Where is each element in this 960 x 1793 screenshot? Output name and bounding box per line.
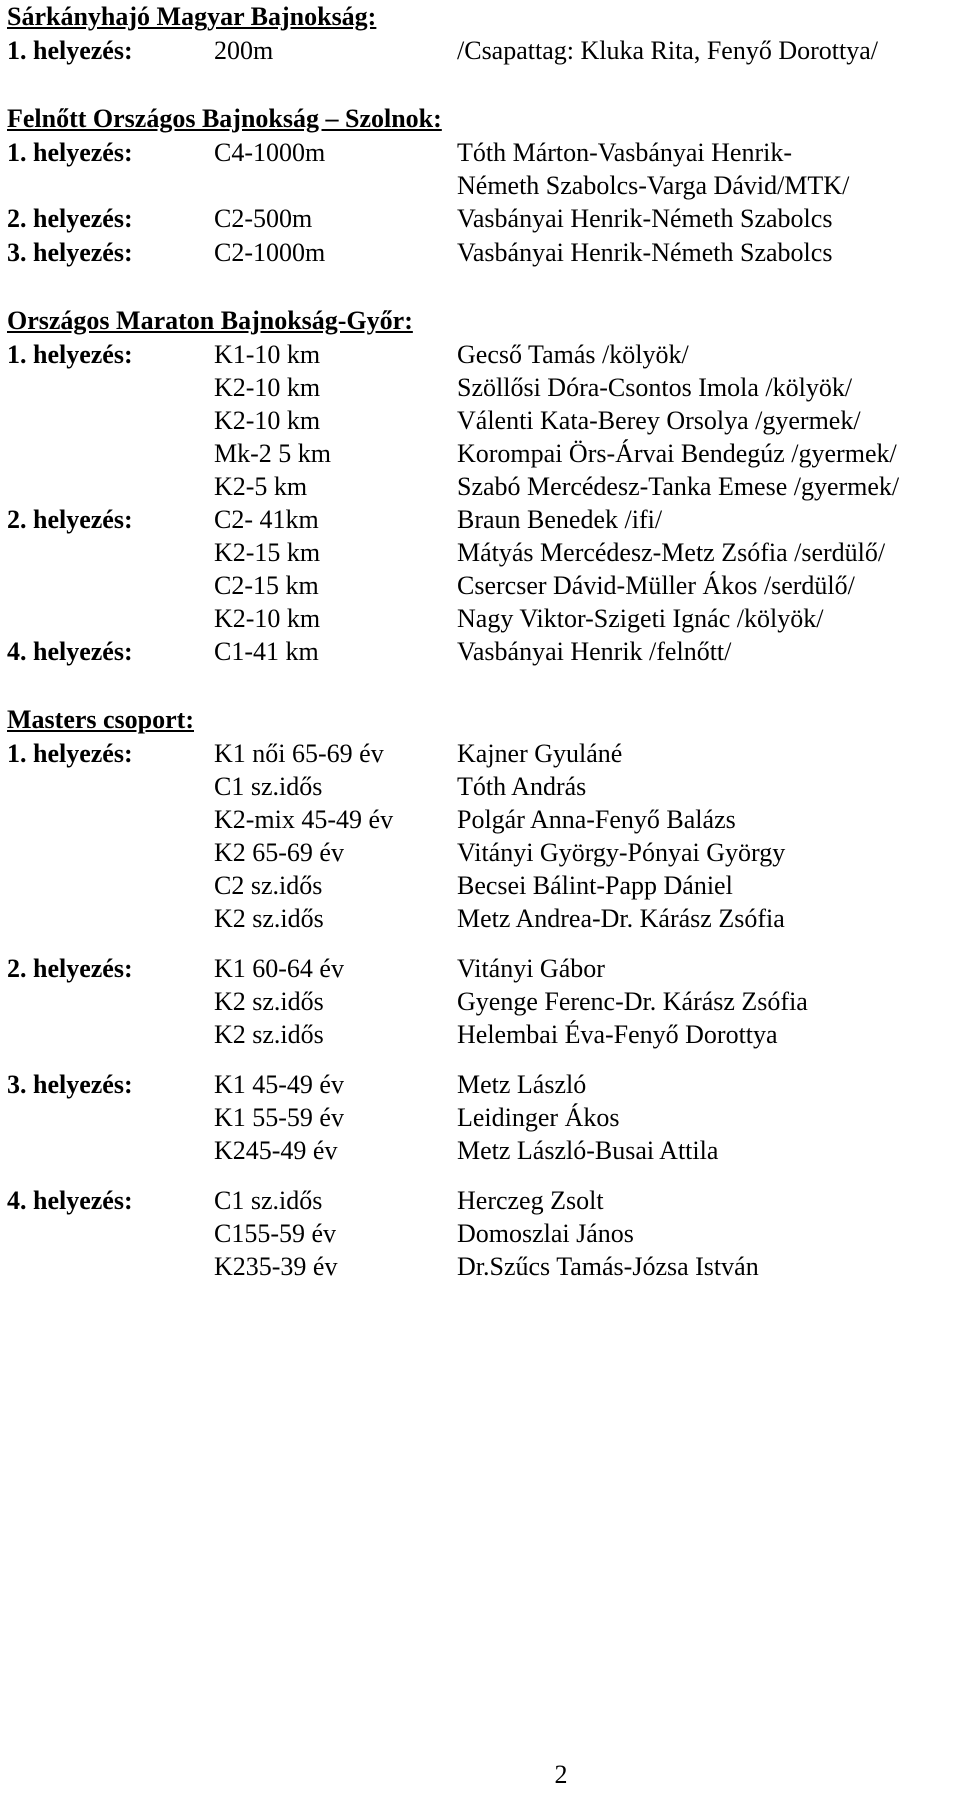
result-row — [7, 770, 960, 803]
place-label: 4. helyezés: — [7, 637, 133, 666]
result-row — [7, 503, 960, 536]
result-row — [7, 1184, 960, 1217]
names-label: Csercser Dávid-Müller Ákos /serdülő/ — [457, 571, 855, 600]
result-row — [7, 1134, 960, 1167]
names-label: Vasbányai Henrik-Németh Szabolcs — [457, 238, 833, 267]
event-label: K245-49 év — [214, 1136, 338, 1165]
event-label: K2 sz.idős — [214, 1020, 324, 1049]
event-label: K2-10 km — [214, 604, 321, 633]
names-label: Tóth András — [457, 772, 587, 801]
names-label: Vitányi György-Pónyai György — [457, 838, 786, 867]
place-label: 3. helyezés: — [7, 238, 133, 267]
result-row — [7, 952, 960, 985]
names-label: Tóth Márton-Vasbányai Henrik- — [457, 138, 793, 167]
masters-third-place-group — [7, 1068, 960, 1167]
names-label: Németh Szabolcs-Varga Dávid/MTK/ — [457, 171, 850, 200]
place-label: 3. helyezés: — [7, 1070, 133, 1099]
masters-second-place-group — [7, 952, 960, 1051]
names-label: Vasbányai Henrik /felnőtt/ — [457, 637, 732, 666]
names-label: Domoszlai János — [457, 1219, 634, 1248]
result-row — [7, 1068, 960, 1101]
names-label: Gyenge Ferenc-Dr. Kárász Zsófia — [457, 987, 808, 1016]
names-label: Helembai Éva-Fenyő Dorottya — [457, 1020, 778, 1049]
names-label: Szabó Mercédesz-Tanka Emese /gyermek/ — [457, 472, 900, 501]
names-label: Braun Benedek /ifi/ — [457, 505, 663, 534]
event-label: K2-mix 45-49 év — [214, 805, 394, 834]
event-label: C2-1000m — [214, 238, 326, 267]
result-row — [7, 34, 960, 68]
event-label: C1 sz.idős — [214, 1186, 323, 1215]
result-row — [7, 338, 960, 371]
event-label: K2-10 km — [214, 406, 321, 435]
event-label: K235-39 év — [214, 1252, 338, 1281]
names-label: Metz Andrea-Dr. Kárász Zsófia — [457, 904, 785, 933]
result-row — [7, 1018, 960, 1051]
event-label: K2-15 km — [214, 538, 321, 567]
section-masters-group — [7, 703, 960, 1283]
event-label: K2 sz.idős — [214, 904, 324, 933]
place-label: 1. helyezés: — [7, 36, 133, 65]
event-label: K1 női 65-69 év — [214, 739, 384, 768]
result-row — [7, 404, 960, 437]
names-label: Nagy Viktor-Szigeti Ignác /kölyök/ — [457, 604, 824, 633]
names-label: Metz László-Busai Attila — [457, 1136, 719, 1165]
page-number: 2 — [554, 1760, 568, 1789]
names-label: Metz László — [457, 1070, 587, 1099]
event-label: K2 sz.idős — [214, 987, 324, 1016]
result-row — [7, 236, 960, 270]
names-label: Becsei Bálint-Papp Dániel — [457, 871, 733, 900]
result-row — [7, 803, 960, 836]
event-label: C2-500m — [214, 204, 313, 233]
names-label: Mátyás Mercédesz-Metz Zsófia /serdülő/ — [457, 538, 886, 567]
names-label: Korompai Örs-Árvai Bendegúz /gyermek/ — [457, 439, 897, 468]
section-dragon-boat — [7, 0, 960, 68]
event-label: K1-10 km — [214, 340, 321, 369]
section-title: Masters csoport: — [7, 705, 194, 734]
result-row — [7, 902, 960, 935]
section-title: Felnőtt Országos Bajnokság – Szolnok: — [7, 104, 442, 133]
names-label: Herczeg Zsolt — [457, 1186, 604, 1215]
result-row — [7, 437, 960, 470]
place-label: 2. helyezés: — [7, 505, 133, 534]
place-label: 1. helyezés: — [7, 340, 133, 369]
result-row — [7, 202, 960, 236]
event-label: C2 sz.idős — [214, 871, 323, 900]
names-label: Válenti Kata-Berey Orsolya /gyermek/ — [457, 406, 861, 435]
event-label: K1 45-49 év — [214, 1070, 344, 1099]
result-row — [7, 737, 960, 770]
event-label: C1-41 km — [214, 637, 319, 666]
place-label: 1. helyezés: — [7, 138, 133, 167]
names-label: Kajner Gyuláné — [457, 739, 623, 768]
section-title: Országos Maraton Bajnokság-Győr: — [7, 306, 413, 335]
result-row — [7, 1217, 960, 1250]
masters-first-place-group — [7, 737, 960, 935]
event-label: C155-59 év — [214, 1219, 337, 1248]
place-label: 2. helyezés: — [7, 954, 133, 983]
result-row — [7, 1250, 960, 1283]
result-row — [7, 169, 960, 202]
event-label: C2-15 km — [214, 571, 319, 600]
section-title: Sárkányhajó Magyar Bajnokság: — [7, 2, 377, 31]
names-label: /Csapattag: Kluka Rita, Fenyő Dorottya/ — [457, 36, 878, 65]
result-row — [7, 536, 960, 569]
result-row — [7, 602, 960, 635]
names-label: Szöllősi Dóra-Csontos Imola /kölyök/ — [457, 373, 853, 402]
names-label: Dr.Szűcs Tamás-Józsa István — [457, 1252, 759, 1281]
result-row — [7, 136, 960, 169]
names-label: Polgár Anna-Fenyő Balázs — [457, 805, 736, 834]
document-page — [7, 0, 960, 1793]
section-marathon-championship — [7, 304, 960, 669]
event-label: K2-10 km — [214, 373, 321, 402]
event-label: C1 sz.idős — [214, 772, 323, 801]
place-label: 4. helyezés: — [7, 1186, 133, 1215]
result-row — [7, 635, 960, 669]
names-label: Leidinger Ákos — [457, 1103, 620, 1132]
event-label: C2- 41km — [214, 505, 319, 534]
result-row — [7, 836, 960, 869]
section-adult-championship — [7, 102, 960, 270]
event-label: K2 65-69 év — [214, 838, 344, 867]
result-row — [7, 1101, 960, 1134]
result-row — [7, 569, 960, 602]
names-label: Vasbányai Henrik-Németh Szabolcs — [457, 204, 833, 233]
masters-fourth-place-group — [7, 1184, 960, 1283]
event-label: K2-5 km — [214, 472, 308, 501]
result-row — [7, 869, 960, 902]
event-label: 200m — [214, 36, 274, 65]
result-row — [7, 985, 960, 1018]
place-label: 2. helyezés: — [7, 204, 133, 233]
event-label: K1 55-59 év — [214, 1103, 344, 1132]
names-label: Gecső Tamás /kölyök/ — [457, 340, 689, 369]
result-row — [7, 470, 960, 503]
result-row — [7, 371, 960, 404]
place-label: 1. helyezés: — [7, 739, 133, 768]
event-label: Mk-2 5 km — [214, 439, 331, 468]
event-label: C4-1000m — [214, 138, 326, 167]
event-label: K1 60-64 év — [214, 954, 344, 983]
names-label: Vitányi Gábor — [457, 954, 605, 983]
